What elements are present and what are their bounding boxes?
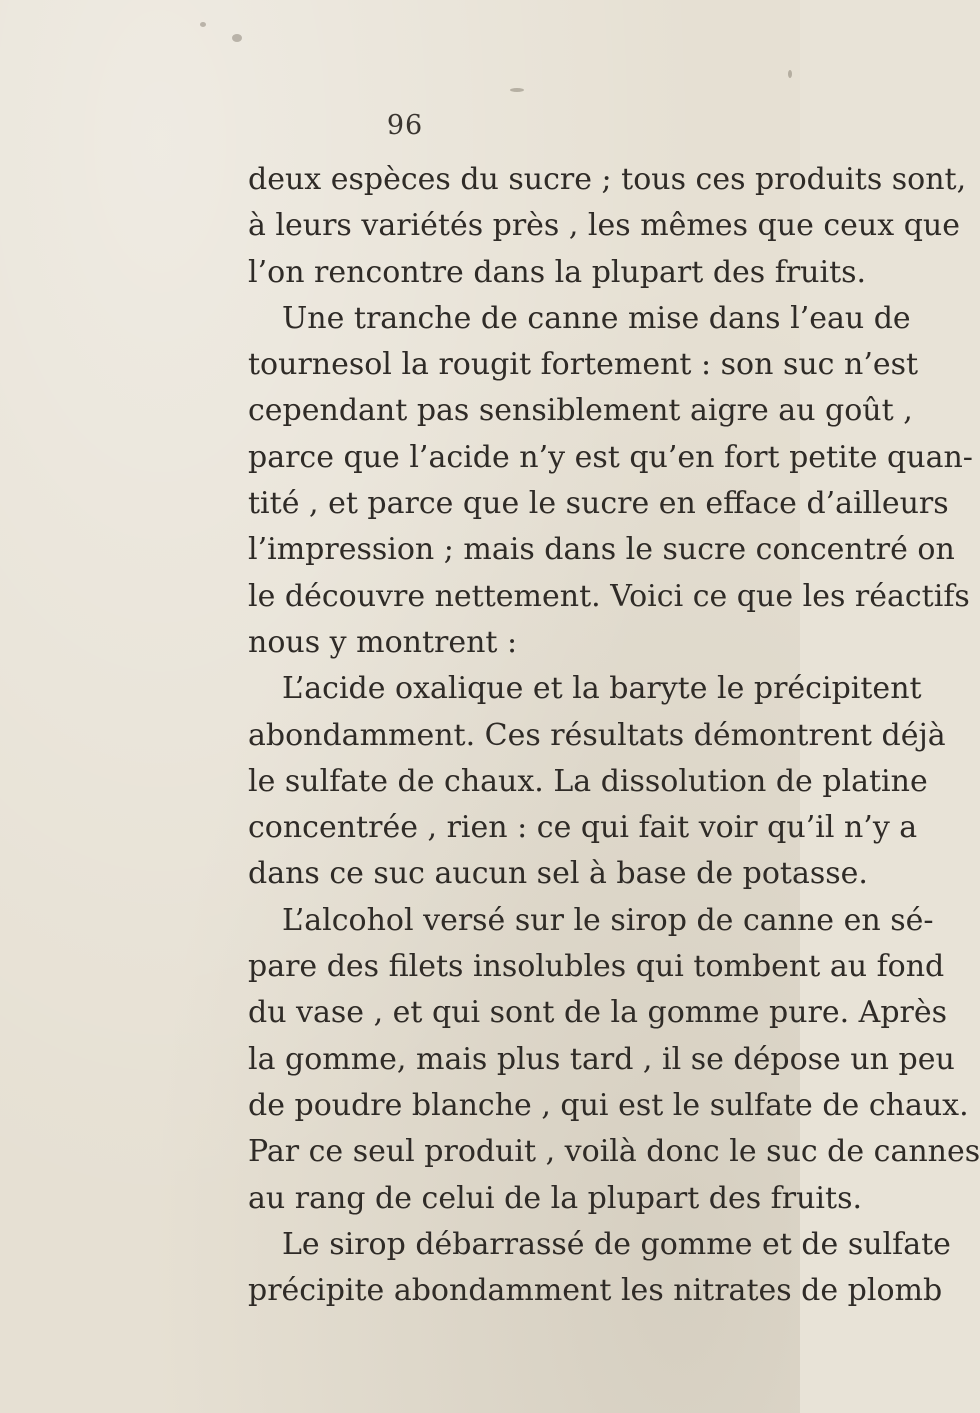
text-line: deux espèces du sucre ; tous ces produits sont, bbox=[248, 162, 967, 197]
text-line: le sulfate de chaux. La dissolution de platine bbox=[248, 763, 928, 799]
text-line: abondamment. Ces résultats démontrent déjà bbox=[248, 717, 946, 753]
text-line: concentrée , rien : ce qui fait voir qu’il n’y a bbox=[248, 810, 918, 846]
text-line: L’acide oxalique et la baryte le précipitent bbox=[282, 671, 922, 707]
text-line: de poudre blanche , qui est le sulfate de chaux. bbox=[248, 1087, 969, 1123]
text-line: au rang de celui de la plupart des fruits. bbox=[248, 1180, 863, 1216]
page-number: 96 bbox=[386, 110, 424, 141]
text-line: tité , et parce que le sucre en efface d’ailleurs bbox=[248, 486, 949, 522]
text-line: Par ce seul produit , voilà donc le suc de cannes bbox=[248, 1134, 980, 1170]
text-line: pare des filets insolubles qui tombent au fond bbox=[248, 949, 945, 985]
text-line: nous y montrent : bbox=[248, 624, 518, 660]
text-line: précipite abondamment les nitrates de plomb bbox=[248, 1273, 943, 1309]
body-text bbox=[248, 157, 980, 1314]
text-line: l’on rencontre dans la plupart des fruits. bbox=[248, 254, 867, 290]
paper-stain bbox=[200, 22, 206, 27]
text-line: tournesol la rougit fortement : son suc n’est bbox=[248, 347, 919, 383]
paper-stain bbox=[788, 70, 792, 78]
text-line: du vase , et qui sont de la gomme pure. Après bbox=[248, 995, 948, 1031]
text-line: L’alcohol versé sur le sirop de canne en sé- bbox=[282, 902, 934, 938]
text-line: Une tranche de canne mise dans l’eau de bbox=[282, 300, 911, 336]
text-line: la gomme, mais plus tard , il se dépose un peu bbox=[248, 1041, 955, 1077]
paper-stain bbox=[232, 34, 242, 42]
text-line: Le sirop débarrassé de gomme et de sulfate bbox=[282, 1226, 951, 1262]
text-line: l’impression ; mais dans le sucre concentré on bbox=[248, 532, 955, 568]
paper-stain bbox=[510, 88, 524, 92]
text-line: cependant pas sensiblement aigre au goût , bbox=[248, 393, 913, 429]
text-line: parce que l’acide n’y est qu’en fort petite quan- bbox=[248, 439, 973, 475]
text-line: le découvre nettement. Voici ce que les réactifs bbox=[248, 578, 970, 614]
text-line: dans ce suc aucun sel à base de potasse. bbox=[248, 856, 868, 892]
text-line: à leurs variétés près , les mêmes que ceux que bbox=[248, 208, 960, 244]
